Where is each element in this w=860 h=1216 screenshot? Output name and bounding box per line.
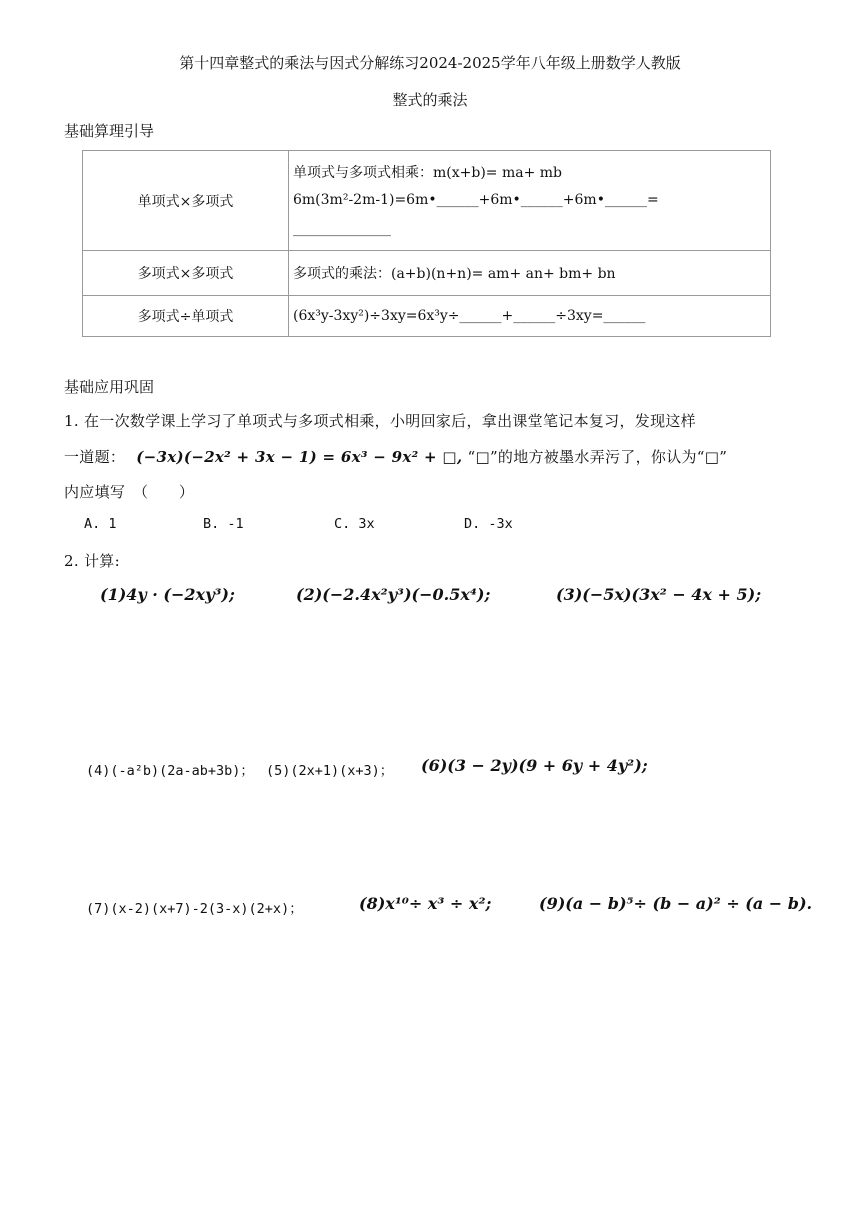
option-b: B. -1 [203,516,244,532]
calc-item-7: (7)(x-2)(x+7)-2(3-x)(2+x)； [86,901,303,917]
question-1-formula: (−3x)(−2x² + 3x − 1) = 6x³ − 9x² + □, [136,448,463,466]
calc-item-6: (6)(3 − 2y)(9 + 6y + 4y²); [421,756,648,775]
question-1-line-2 [64,446,727,467]
row-category: 多项式÷单项式 [83,296,289,337]
rule-text: 多项式的乘法：(a+b)(n+n)= am+ an+ bm+ bn [289,251,771,296]
table-row [83,151,771,251]
option-a: A. 1 [84,516,117,532]
calc-item-8: (8)x¹⁰÷ x³ ÷ x²; [359,894,492,913]
calc-item-3: (3)(−5x)(3x² − 4x + 5); [556,585,762,604]
calc-item-9: (9)(a − b)⁵÷ (b − a)² ÷ (a − b). [539,894,813,913]
section-heading-practice: 基础应用巩固 [64,378,155,396]
question-1-prefix: 一道题： [64,448,126,466]
option-d: D. -3x [464,516,513,532]
question-2-label: 2. 计算: [64,552,120,570]
table-row [83,251,771,296]
row-category: 多项式×多项式 [83,251,289,296]
calc-item-4: (4)(-a²b)(2a-ab+3b)； [86,763,254,779]
exercise-line: (6x³y-3xy²)÷3xy=6x³y÷______+______÷3xy=______ [289,296,771,337]
document-subtitle: 整式的乘法 [392,91,468,109]
document-title: 第十四章整式的乘法与因式分解练习2024-2025学年八年级上册数学人教版 [179,54,681,72]
table-row [83,296,771,337]
section-heading-guide: 基础算理引导 [64,122,155,140]
row-category: 单项式×多项式 [83,151,289,251]
calc-item-5: (5)(2x+1)(x+3)； [266,763,394,779]
exercise-line: 6m(3m²-2m-1)=6m•______+6m•______+6m•______= [293,192,659,208]
guide-table [82,150,771,337]
question-1-line-1: 1. 在一次数学课上学习了单项式与多项式相乘，小明回家后，拿出课堂笔记本复习，发现这样 [64,412,696,430]
option-c: C. 3x [334,516,375,532]
question-1-suffix: “□”的地方被墨水弄污了，你认为“□” [467,448,728,466]
calc-item-2: (2)(−2.4x²y³)(−0.5x⁴); [296,585,491,604]
row-description [289,151,771,251]
question-1-line-3: 内应填写 （ ） [64,483,195,501]
rule-text: 单项式与多项式相乘：m(x+b)= ma+ mb [293,165,563,181]
calc-item-1: (1)4y · (−2xy³); [100,585,235,604]
answer-blank: ______________ [293,221,391,237]
